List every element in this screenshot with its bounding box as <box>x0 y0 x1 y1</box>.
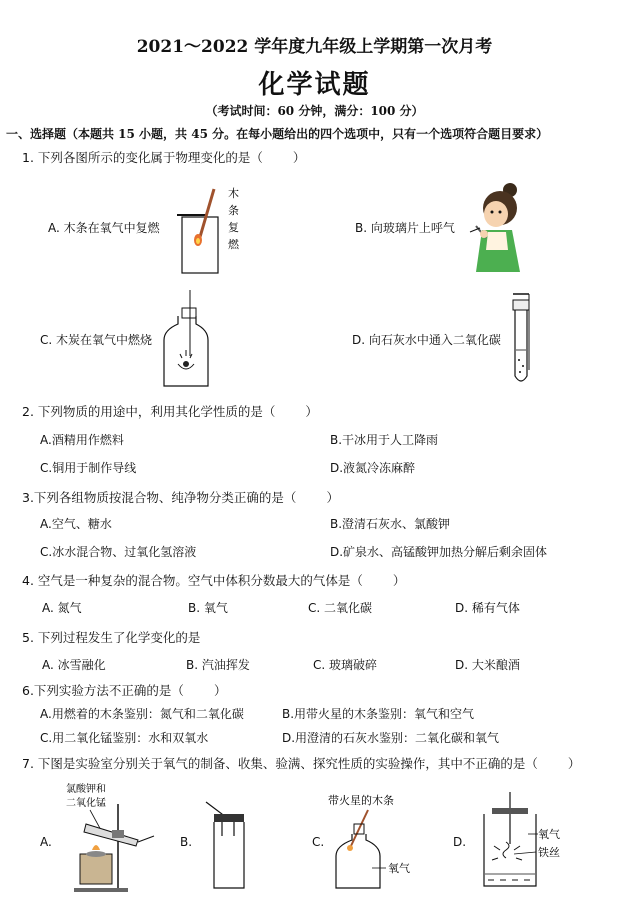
glowing-splint-label: 带火星的木条 <box>328 794 394 807</box>
question-1-stem: 1. 下列各图所示的变化属于物理变化的是（ ） <box>22 150 306 165</box>
q7-option-c: C. <box>312 835 325 849</box>
q6-option-a: A.用燃着的木条鉴别：氮气和二氧化碳 <box>40 707 244 721</box>
question-6-stem: 6.下列实验方法不正确的是（ ） <box>22 683 227 698</box>
q6-option-c: C.用二氧化锰鉴别：水和双氧水 <box>40 731 209 745</box>
q1-option-c: C. 木炭在氧气中燃烧 <box>40 333 153 347</box>
q1-figure-b-girl-breathing-icon <box>462 180 534 276</box>
oxygen-label-c: 氧气 <box>388 862 410 875</box>
q7-figure-a-heating-apparatus <box>62 780 158 896</box>
iron-wire-label: 铁丝 <box>538 846 560 859</box>
question-4-stem: 4. 空气是一种复杂的混合物。空气中体积分数最大的气体是（ ） <box>22 573 406 588</box>
q5-option-a: A. 冰雪融化 <box>42 658 106 672</box>
q7-figure-d-iron-wire-bottle <box>480 790 566 890</box>
splint-label-2: 条 <box>228 204 239 217</box>
question-2-stem: 2. 下列物质的用途中，利用其化学性质的是（ ） <box>22 404 318 419</box>
q5-option-c: C. 玻璃破碎 <box>313 658 378 672</box>
q7-option-a: A. <box>40 835 52 849</box>
q2-option-c: C.铜用于制作导线 <box>40 461 137 475</box>
q5-option-d: D. 大米酿酒 <box>455 658 520 672</box>
q5-option-b: B. 汽油挥发 <box>186 658 250 672</box>
subject-title: 化学试题 <box>258 70 371 100</box>
q3-option-a: A.空气、糖水 <box>40 517 112 531</box>
q2-option-d: D.液氮冷冻麻醉 <box>330 461 416 475</box>
section-heading: 一、选择题（本题共 15 小题，共 45 分。在每小题给出的四个选项中，只有一个选项符合题目要求） <box>6 127 549 141</box>
q3-option-d: D.矿泉水、高锰酸钾加热分解后剩余固体 <box>330 545 548 559</box>
question-5-stem: 5. 下列过程发生了化学变化的是 <box>22 630 201 645</box>
oxygen-label-d: 氧气 <box>538 828 560 841</box>
q4-option-c: C. 二氧化碳 <box>308 601 373 615</box>
q7-figure-b-gas-bottle <box>200 800 252 894</box>
reagent-label-line1: 氯酸钾和 <box>66 784 106 795</box>
q1-option-b: B. 向玻璃片上呼气 <box>355 221 455 235</box>
q4-option-b: B. 氧气 <box>188 601 228 615</box>
q6-option-b: B.用带火星的木条鉴别：氧气和空气 <box>282 707 475 721</box>
q1-option-a: A. 木条在氧气中复燃 <box>48 221 160 235</box>
q4-option-a: A. 氮气 <box>42 601 82 615</box>
q7-option-b: B. <box>180 835 193 849</box>
q7-figure-c-glowing-splint-bottle <box>328 790 432 894</box>
q1-figure-d-test-tube <box>505 290 545 390</box>
q7-option-d: D. <box>453 835 467 849</box>
q2-option-a: A.酒精用作燃料 <box>40 433 124 447</box>
q1-figure-c-charcoal-jar <box>160 288 212 390</box>
splint-label-3: 复 <box>228 221 239 234</box>
q4-option-d: D. 稀有气体 <box>455 601 520 615</box>
exam-title: 2021～2022 学年度九年级上学期第一次月考 <box>136 37 493 57</box>
splint-label-1: 木 <box>228 187 239 200</box>
splint-label-4: 燃 <box>228 238 239 251</box>
exam-info: （考试时间：60 分钟，满分：100 分） <box>205 104 424 118</box>
q1-option-d: D. 向石灰水中通入二氧化碳 <box>352 333 501 347</box>
q1-figure-a-jar-with-splint <box>172 185 252 277</box>
q6-option-d: D.用澄清的石灰水鉴别：二氧化碳和氧气 <box>282 731 500 745</box>
question-3-stem: 3.下列各组物质按混合物、纯净物分类正确的是（ ） <box>22 490 339 505</box>
q3-option-b: B.澄清石灰水、氯酸钾 <box>330 517 451 531</box>
question-7-stem: 7. 下图是实验室分别关于氧气的制备、收集、验满、探究性质的实验操作，其中不正确的是（ ） <box>22 756 581 771</box>
q2-option-b: B.干冰用于人工降雨 <box>330 433 439 447</box>
q3-option-c: C.冰水混合物、过氧化氢溶液 <box>40 545 197 559</box>
reagent-label-line2: 二氧化锰 <box>66 798 106 809</box>
